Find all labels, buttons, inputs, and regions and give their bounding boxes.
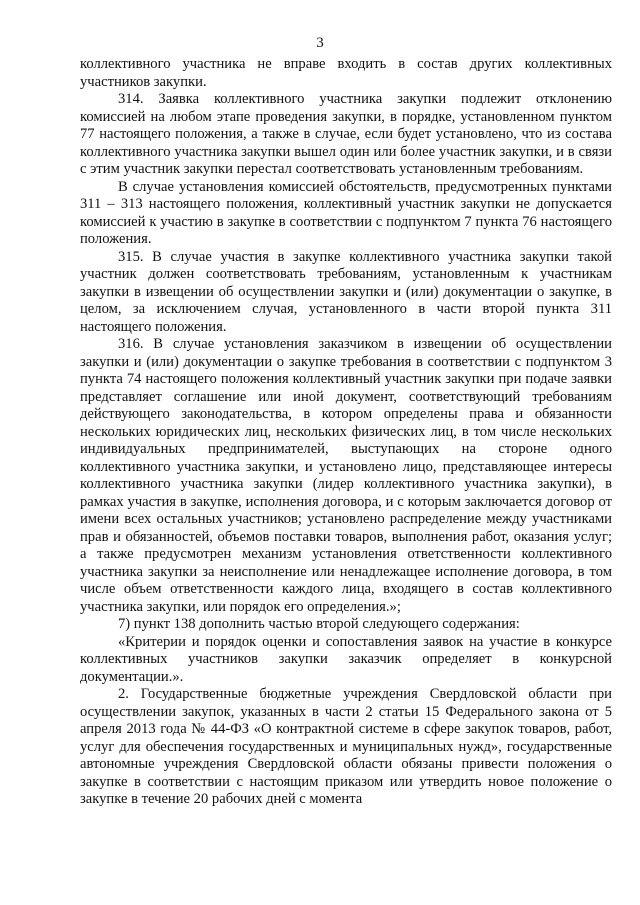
page-number: 3 <box>316 35 324 51</box>
document-body <box>80 56 612 809</box>
paragraph-315: 315. В случае участия в закупке коллективного участника закупки такой участник должен соответствовать требованиям, установленным к участникам закупки в извещении об осуществлении закупки и (или) документации о закупке, в целом, за исключением случая, установленного в части второй пункта 311 настоящего положения. <box>80 248 612 335</box>
paragraph-314: 314. Заявка коллективного участника закупки подлежит отклонению комиссией на любом этапе проведения закупки, в порядке, установленном пунктом 77 настоящего положения, а также в случае, если будет установлено, что из состава коллективного участника закупки вышел один или более участник закупки, и в связи с этим участник закупки перестал соответствовать установленным требованиям. <box>80 91 612 177</box>
paragraph-316: 316. В случае установления заказчиком в извещении об осуществлении закупки и (или) документации о закупке требования в соответствии с подпунктом 3 пункта 74 настоящего положения коллективный участник закупки при подаче заявки представляет соглашение или иной документ, соответствующий требованиям действующего законодательства, в котором определены права и обязанности нескольких юридических лиц, нескольких физических лиц, в том числе нескольких индивидуальных предпринимателей, выступающих на стороне одного коллективного участника закупки, и установлено лицо, представляющее интересы коллективного участника закупки (лидер коллективного участника закупки), в рамках участия в закупке, исполнения договора, и с которым заключается договор от имени всех остальных участников; установлено распределение между участниками прав и обязанностей, объемов поставки товаров, выполнения работ, оказания услуг; а также предусмотрен механизм установления ответственности коллективного участника закупки за неисполнение или ненадлежащее исполнение договора, в том числе объем ответственности каждого лица, входящего в состав коллективного участника закупки, или порядок его определения.»; <box>80 336 612 615</box>
paragraph-commission-circumstances: В случае установления комиссией обстоятельств, предусмотренных пунктами 311 – 313 настоящего положения, коллективный участник закупки не допускается комиссией к участию в закупке в соответствии с подпунктом 7 пункта 76 настоящего положения. <box>80 178 612 247</box>
paragraph-item-7: 7) пункт 138 дополнить частью второй следующего содержания: <box>118 616 520 632</box>
paragraph-continuation: коллективного участника не вправе входить в состав других коллективных участников закупки. <box>80 56 612 90</box>
paragraph-criteria-quote: «Критерии и порядок оценки и сопоставления заявок на участие в конкурсе коллективных участников закупки заказчик определяет в конкурсной документации.». <box>80 633 612 685</box>
paragraph-section-2: 2. Государственные бюджетные учреждения Свердловской области при осуществлении закупок, указанных в части 2 статьи 15 Федерального закона от 5 апреля 2013 года № 44-ФЗ «О контрактной системе в сфере закупок товаров, работ, услуг для обеспечения государственных и муниципальных нужд», государственные автономные учреждения Свердловской области обязаны привести положения о закупке в соответствии с настоящим приказом или утвердить новое положение о закупке в течение 20 рабочих дней с момента <box>80 686 612 807</box>
